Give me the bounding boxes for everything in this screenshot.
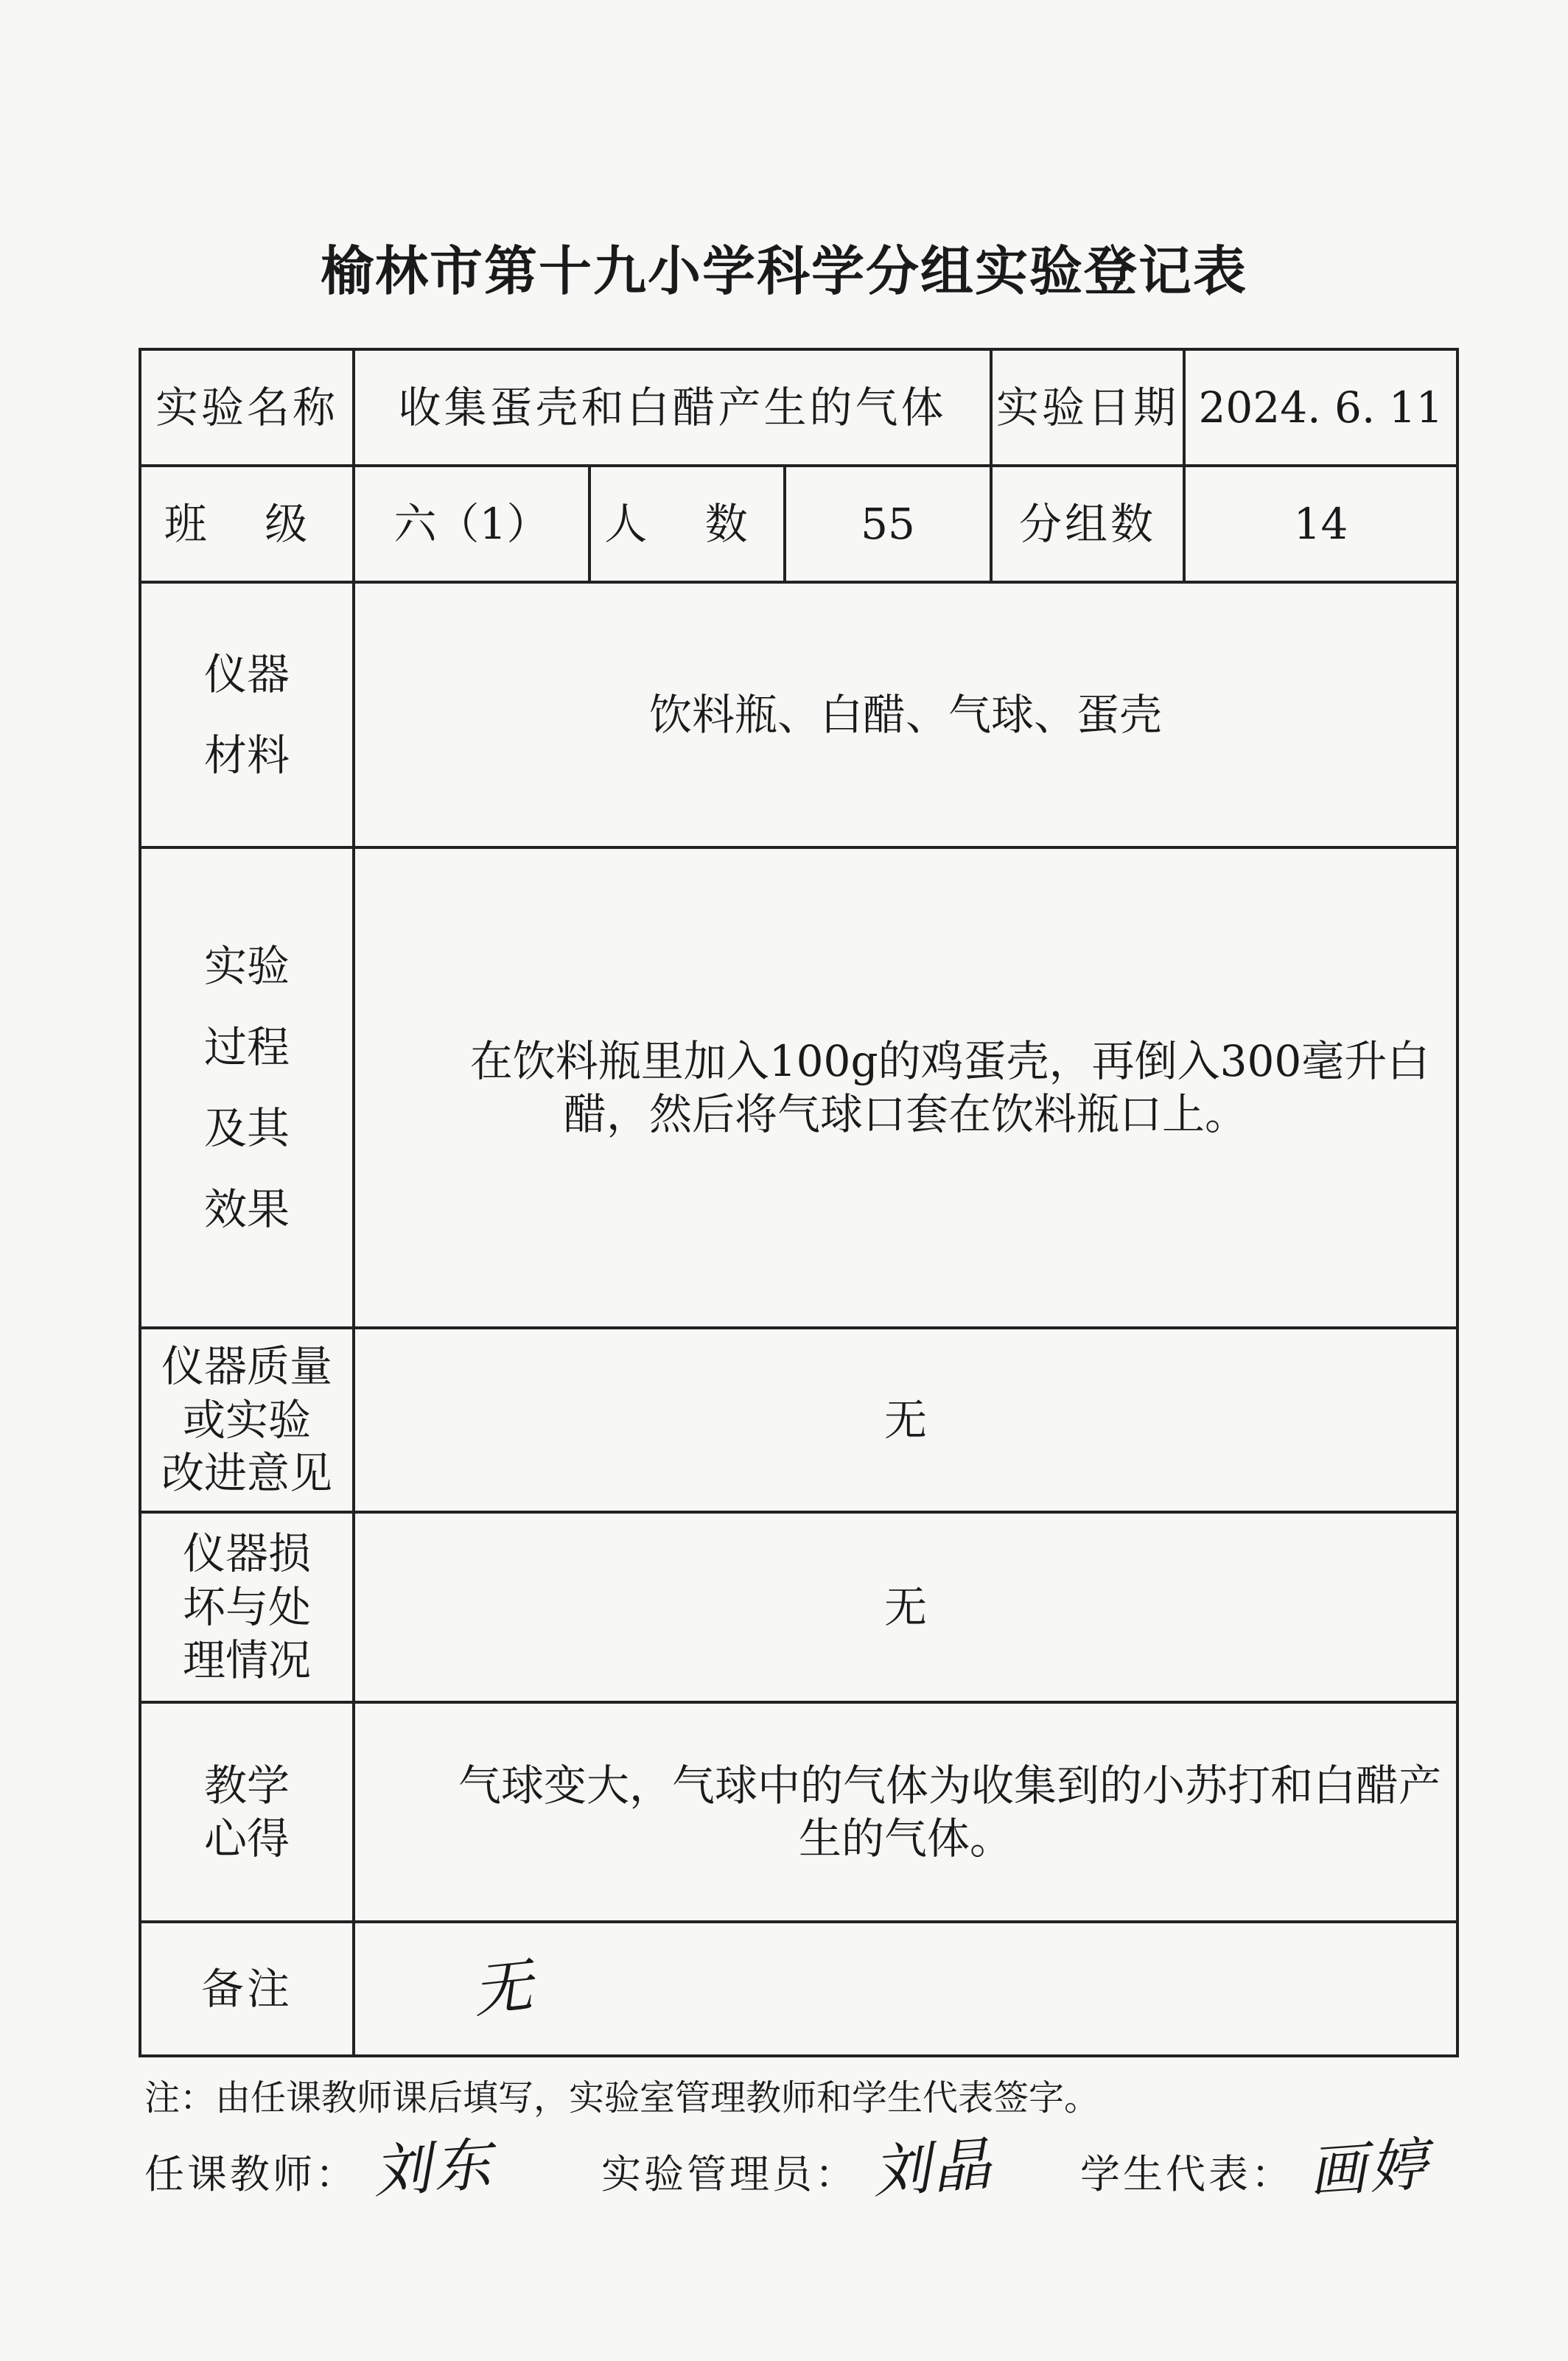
experiment-register-table (139, 348, 1459, 2057)
student-label: 学生代表： (1080, 2151, 1294, 2197)
quality-label (140, 1328, 354, 1512)
process-value (354, 847, 1457, 1328)
row-class-info (140, 466, 1457, 582)
groups-label: 分组数 (991, 466, 1184, 582)
experiment-date-value: 2024. 6. 11 (1184, 349, 1457, 466)
remark-value (354, 1922, 1457, 2056)
quality-label-line2: 或实验 (182, 1394, 311, 1445)
row-experiment-name (140, 349, 1457, 466)
admin-signature (601, 2122, 996, 2206)
teacher-label: 任课教师： (144, 2151, 358, 2197)
teaching-label (140, 1702, 354, 1922)
row-damage (140, 1512, 1457, 1702)
teaching-label-line2: 心得 (203, 1813, 290, 1864)
form-title: 榆林市第十九小学科学分组实验登记表 (320, 240, 1247, 302)
teacher-signature (144, 2122, 497, 2206)
student-handwritten-signature: 画婷 (1306, 2131, 1432, 2206)
quality-value: 无 (354, 1328, 1457, 1512)
remark-handwritten: 无 (469, 1951, 536, 2026)
process-text: 在饮料瓶里加入100g的鸡蛋壳，再倒入300毫升白醋，然后将气球口套在饮料瓶口上。 (469, 1035, 1430, 1139)
row-remark (140, 1922, 1457, 2056)
student-signature (1080, 2122, 1432, 2206)
damage-label-line3: 理情况 (182, 1635, 311, 1686)
remark-label: 备注 (140, 1922, 354, 2056)
admin-label: 实验管理员： (601, 2151, 858, 2197)
quality-label-line1: 仪器质量 (161, 1341, 332, 1392)
row-materials (140, 582, 1457, 847)
damage-label-line1: 仪器损 (182, 1528, 311, 1579)
teacher-handwritten-signature: 刘东 (371, 2131, 497, 2206)
class-value: 六（1） (354, 466, 589, 582)
process-label-line4: 效果 (203, 1184, 290, 1234)
experiment-date-label: 实验日期 (991, 349, 1184, 466)
admin-handwritten-signature: 刘晶 (870, 2131, 996, 2206)
row-quality (140, 1328, 1457, 1512)
damage-label-line2: 坏与处 (182, 1581, 311, 1632)
footer-note: 注：由任课教师课后填写，实验室管理教师和学生代表签字。 (144, 2077, 1100, 2119)
people-label: 人 数 (589, 466, 785, 582)
process-label-line2: 过程 (203, 1022, 290, 1072)
teaching-text: 气球变大，气球中的气体为收集到的小苏打和白醋产生的气体。 (458, 1760, 1442, 1864)
people-value: 55 (785, 466, 991, 582)
experiment-name-label: 实验名称 (140, 349, 354, 466)
damage-label (140, 1512, 354, 1702)
materials-value: 饮料瓶、白醋、气球、蛋壳 (354, 582, 1457, 847)
quality-label-line3: 改进意见 (161, 1448, 332, 1499)
process-label-line3: 及其 (203, 1103, 290, 1153)
materials-label (140, 582, 354, 847)
process-label-line1: 实验 (203, 941, 290, 991)
process-label (140, 847, 354, 1328)
damage-value: 无 (354, 1512, 1457, 1702)
materials-label-line1: 仪器 (203, 649, 290, 699)
experiment-name-value: 收集蛋壳和白醋产生的气体 (354, 349, 991, 466)
teaching-label-line1: 教学 (203, 1760, 290, 1811)
groups-value: 14 (1184, 466, 1457, 582)
row-teaching (140, 1702, 1457, 1922)
class-label: 班 级 (140, 466, 354, 582)
teaching-value (354, 1702, 1457, 1922)
materials-label-line2: 材料 (203, 730, 290, 780)
signature-row (144, 2122, 1456, 2225)
row-process (140, 847, 1457, 1328)
